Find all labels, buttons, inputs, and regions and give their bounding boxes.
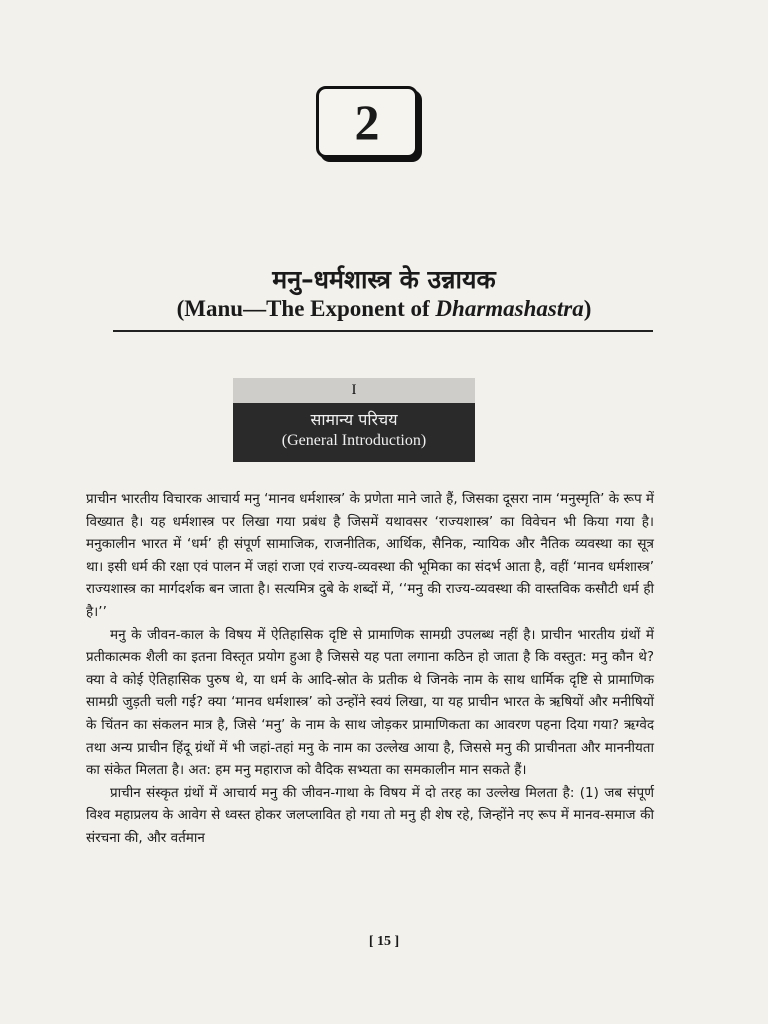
paragraph: प्राचीन संस्कृत ग्रंथों में आचार्य मनु की जीवन-गाथा के विषय में दो तरह का उल्लेख मिलता है: (1) जब संपूर्ण विश्व महाप्रलय के आवेग से ध्वस्त होकर जलप्लावित हो गया तो मनु ही शेष रहे, जिन्होंने नए रूप में मानव-समाज की संरचना की, और वर्तमान	[86, 784, 654, 846]
paragraph: मनु के जीवन-काल के विषय में ऐतिहासिक दृष्टि से प्रामाणिक सामग्री उपलब्ध नहीं है। प्राचीन भारतीय ग्रंथों में प्रतीकात्मक शैली का इतना विस्तृत प्रयोग हुआ है जिससे यह पता लगाना कठिन हो जाता है कि वस्तुत: मनु कौन थे? क्या वे कोई ऐतिहासिक पुरुष थे, या धर्म के आदि-स्रोत के प्रतीक थे जिनके नाम के साथ धार्मिक दृष्टि से प्रामाणिक सामग्री जुड़ती चली गई? क्या ‘मानव धर्मशास्त्र’ को उन्होंने स्वयं लिखा, या यह प्राचीन भारत के ऋषियों और मनीषियों के चिंतन का संकलन मात्र है, जिसे ‘मनु’ के नाम के साथ जोड़कर प्रामाणिकता का आवरण पहना दिया गया? ऋग्वेद तथा अन्य प्राचीन हिंदू ग्रंथों में भी जहां-तहां मनु के नाम का उल्लेख आया है, जिससे मनु की प्राचीनता और माननीयता का संकेत मिलता है। अत: हम मनु महाराज को वैदिक सभ्यता का समकालीन मान सकते हैं।	[86, 626, 654, 779]
chapter-title-english	[0, 296, 768, 322]
paragraph: प्राचीन भारतीय विचारक आचार्य मनु ‘मानव धर्मशास्त्र’ के प्रणेता माने जाते हैं, जिसका दूसरा नाम ‘मनुस्मृति’ के रूप में विख्यात है। यह धर्मशास्त्र पर लिखा गया प्रबंध है जिसमें यथावसर ‘राज्यशास्त्र’ का विवेचन भी किया गया है। मनुकालीन भारत में ‘धर्म’ ही संपूर्ण सामाजिक, राजनीतिक, आर्थिक, सैनिक, न्यायिक और नैतिक व्यवस्था का सूत्र था। इसी धर्म की रक्षा एवं पालन में जहां राजा एवं राज्य-व्यवस्था की भूमिका का संदर्भ आता है, वहीं ‘मानव धर्मशास्त्र’ राज्यशास्त्र का मार्गदर्शक बन जाता है। सत्यमित्र दुबे के शब्दों में, ‘‘मनु की राज्य-व्यवस्था की वास्तविक कसौटी धर्म ही है।’’	[86, 491, 654, 620]
body-text	[86, 488, 654, 850]
chapter-title-hindi: मनु–धर्मशास्त्र के उन्नायक	[272, 265, 496, 294]
chapter-title-english-italic: Dharmashastra	[435, 296, 584, 321]
chapter-title-english-prefix: (Manu—The Exponent of	[176, 296, 436, 321]
page-number: [ 15 ]	[368, 934, 400, 949]
title-divider	[113, 330, 653, 332]
section-title-english: (General Introduction)	[281, 432, 427, 449]
chapter-title-english-suffix: )	[583, 296, 592, 321]
section-number: I	[233, 378, 475, 403]
chapter-number: 2	[354, 94, 380, 150]
section-heading-box	[233, 378, 475, 462]
section-title-hindi: सामान्य परिचय	[310, 410, 398, 429]
chapter-number-box	[316, 86, 418, 158]
